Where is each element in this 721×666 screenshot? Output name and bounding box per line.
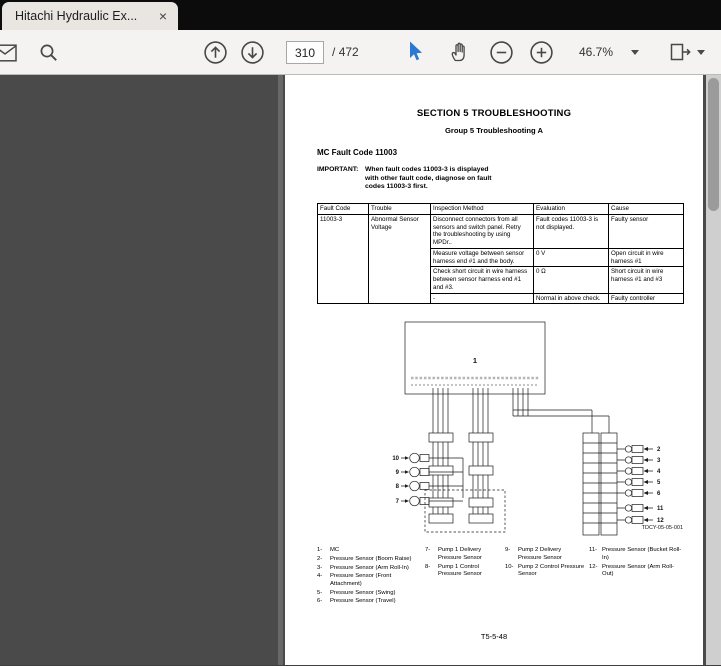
cause-cell: Short circuit in wire harness #1 and #3 <box>609 267 684 293</box>
fault-code-heading: MC Fault Code 11003 <box>317 148 398 157</box>
zoom-level-value[interactable]: 46.7% <box>579 45 614 59</box>
page-display-caret-icon[interactable] <box>697 50 705 55</box>
col-header-evaluation: Evaluation <box>534 204 609 215</box>
diagram-callout: 8 <box>395 484 399 491</box>
zoom-out-icon[interactable] <box>489 40 514 65</box>
col-header-trouble: Trouble <box>369 204 431 215</box>
tab-close-icon[interactable]: × <box>158 8 167 24</box>
vertical-scrollbar[interactable] <box>706 75 721 665</box>
tab-title: Hitachi Hydraulic Ex... <box>15 9 138 23</box>
cause-cell: Faulty controller <box>609 293 684 304</box>
diagram-callout: 6 <box>657 491 661 498</box>
table-header-row <box>318 204 684 215</box>
diagram-callout: 12 <box>657 518 664 525</box>
wiring-diagram <box>317 318 683 543</box>
trouble-cell: Abnormal Sensor Voltage <box>369 214 431 304</box>
cause-cell: Faulty sensor <box>609 214 684 248</box>
section-title: SECTION 5 TROUBLESHOOTING <box>416 108 572 119</box>
legend-item: 7- Pump 1 Delivery Pressure Sensor <box>425 547 482 561</box>
diagram-callout: 11 <box>657 506 664 513</box>
inspection-cell: Measure voltage between sensor harness end #1 and the body. <box>431 248 534 267</box>
previous-page-icon[interactable] <box>203 40 228 65</box>
diagram-callout-1: 1 <box>472 356 478 366</box>
evaluation-cell: 0 V <box>534 248 609 267</box>
legend-item: 12- Pressure Sensor (Arm Roll-Out) <box>589 563 675 578</box>
page-number-footer: T5-5-48 <box>480 632 508 642</box>
diagram-callout: 9 <box>395 470 399 477</box>
diagram-callout: 3 <box>657 458 661 465</box>
inspection-cell: - <box>431 293 534 304</box>
tab-bar <box>0 0 721 30</box>
email-icon[interactable] <box>0 44 17 62</box>
important-text: When fault codes 11003-3 is displayed with other fault code, diagnose on fault codes 11003-3 first. <box>365 166 492 191</box>
evaluation-cell: 0 Ω <box>534 267 609 293</box>
page-number-input[interactable] <box>286 41 324 64</box>
col-header-inspection: Inspection Method <box>431 204 534 215</box>
evaluation-cell: Fault codes 11003-3 is not displayed. <box>534 214 609 248</box>
legend-item: 2- Pressure Sensor (Boom Raise) <box>317 555 412 562</box>
col-header-cause: Cause <box>609 204 684 215</box>
legend-item: 1- MC <box>317 547 340 554</box>
pdf-page[interactable] <box>285 75 703 665</box>
legend-column <box>425 547 501 606</box>
legend-item: 10- Pump 2 Control Pressure Sensor <box>505 563 585 578</box>
legend-column <box>505 547 585 606</box>
legend-column <box>589 547 683 606</box>
important-note <box>317 166 683 192</box>
fault-code-cell: 11003-3 <box>318 214 369 304</box>
document-tab[interactable] <box>2 2 178 30</box>
evaluation-cell: Normal in above check. <box>534 293 609 304</box>
diagram-legend <box>317 547 683 606</box>
diagram-callout: 5 <box>657 480 661 487</box>
legend-item: 9- Pump 2 Delivery Pressure Sensor <box>505 547 562 561</box>
zoom-in-icon[interactable] <box>529 40 554 65</box>
legend-item: 6- Pressure Sensor (Travel) <box>317 598 396 605</box>
diagram-callout: 10 <box>392 456 399 463</box>
col-header-fault-code: Fault Code <box>318 204 369 215</box>
select-tool-icon[interactable] <box>404 39 424 64</box>
diagram-callout: 7 <box>395 499 399 506</box>
legend-item: 3- Pressure Sensor (Arm Roll-In) <box>317 564 409 571</box>
next-page-icon[interactable] <box>240 40 265 65</box>
diagram-callout: 2 <box>657 447 661 454</box>
toolbar <box>0 30 721 75</box>
search-icon[interactable] <box>38 42 60 64</box>
page-display-icon[interactable] <box>668 40 692 64</box>
important-label: IMPORTANT: <box>317 166 359 173</box>
legend-item: 11- Pressure Sensor (Bucket Roll-In) <box>589 547 682 561</box>
table-row <box>318 214 684 248</box>
inspection-cell: Disconnect connectors from all sensors and switch panel. Retry the troubleshooting by using MPDr.. <box>431 214 534 248</box>
document-canvas <box>0 75 721 665</box>
legend-item: 8- Pump 1 Control Pressure Sensor <box>425 563 482 578</box>
figure-code: TDCY-05-05-001 <box>641 525 683 532</box>
diagram-callout: 4 <box>657 469 661 476</box>
page-count-label: / 472 <box>332 45 359 59</box>
inspection-cell: Check short circuit in wire harness between sensor harness end #1 and #3. <box>431 267 534 293</box>
document-body <box>317 148 683 606</box>
legend-item: 5- Pressure Sensor (Swing) <box>317 589 396 596</box>
legend-column <box>317 547 421 606</box>
cause-cell: Open circuit in wire harness #1 <box>609 248 684 267</box>
fault-table <box>317 203 684 304</box>
page-edge-shadow <box>278 75 283 665</box>
group-title: Group 5 Troubleshooting A <box>444 126 543 135</box>
hand-tool-icon[interactable] <box>447 40 469 64</box>
legend-item: 4- Pressure Sensor (Front Attachment) <box>317 573 392 587</box>
zoom-dropdown-caret-icon[interactable] <box>631 50 639 55</box>
scrollbar-thumb[interactable] <box>708 78 719 211</box>
